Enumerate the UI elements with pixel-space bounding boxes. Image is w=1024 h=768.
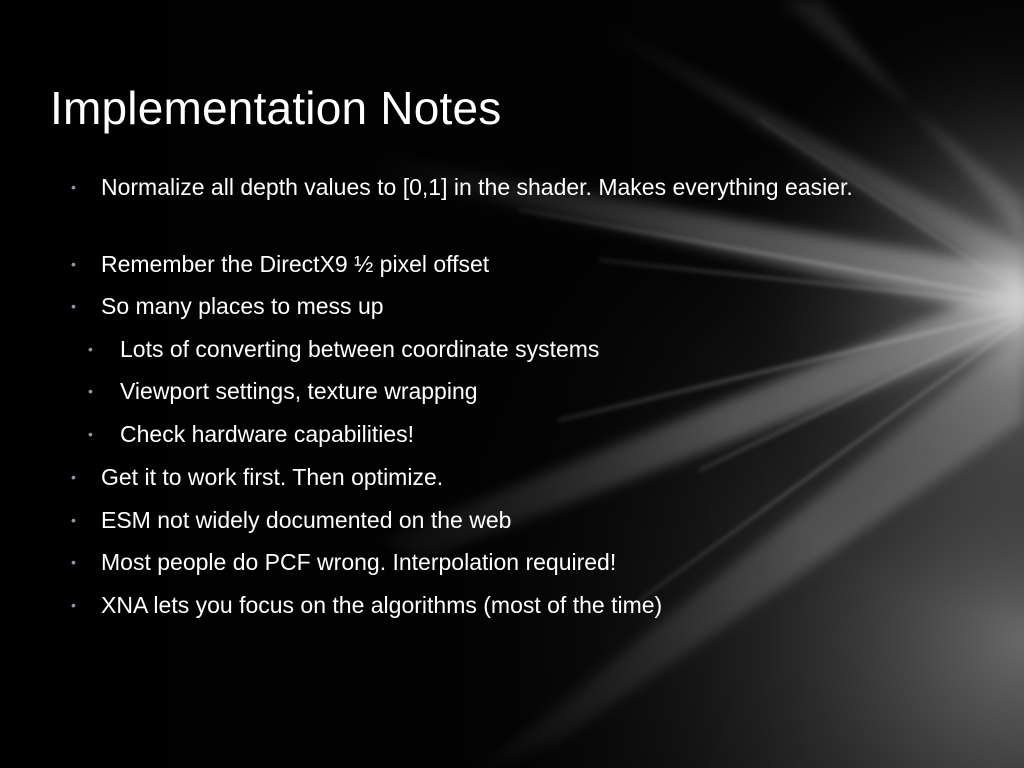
bullet-dot-icon: • (71, 554, 76, 570)
bullet-dot-icon: • (88, 383, 93, 399)
bullet-item (71, 503, 901, 537)
bullet-dot-icon: • (71, 512, 76, 528)
bullet-text: Get it to work first. Then optimize. (101, 464, 444, 490)
bullet-dot-icon: • (71, 298, 76, 314)
bullet-dot-icon: • (71, 179, 76, 195)
bullet-dot-icon: • (88, 426, 93, 442)
sub-bullet-item (88, 332, 900, 366)
sub-bullet-item (88, 374, 900, 408)
bullet-dot-icon: • (71, 469, 76, 485)
bullet-item (71, 170, 901, 204)
bullet-dot-icon: • (71, 256, 76, 272)
bullet-text: Remember the DirectX9 ½ pixel offset (101, 251, 490, 277)
bullet-item (71, 588, 901, 622)
bullet-text: Normalize all depth values to [0,1] in the shader. Makes everything easier. (101, 174, 853, 200)
bullet-text: Most people do PCF wrong. Interpolation required! (101, 549, 617, 575)
bullet-text: ESM not widely documented on the web (101, 507, 512, 533)
bullet-text: Check hardware capabilities! (120, 421, 415, 447)
bullet-item (71, 289, 901, 323)
bullet-item (71, 247, 901, 281)
bullet-item (71, 545, 901, 579)
slide-title: Implementation Notes (50, 82, 502, 134)
bullet-dot-icon: • (88, 341, 93, 357)
bullet-dot-icon: • (71, 597, 76, 613)
bullet-text: So many places to mess up (101, 293, 384, 319)
bullet-item (71, 460, 901, 494)
bullet-text: Lots of converting between coordinate systems (120, 336, 600, 362)
sub-bullet-item (88, 417, 900, 451)
bullet-text: XNA lets you focus on the algorithms (most of the time) (101, 592, 663, 618)
bullet-text: Viewport settings, texture wrapping (120, 378, 478, 404)
